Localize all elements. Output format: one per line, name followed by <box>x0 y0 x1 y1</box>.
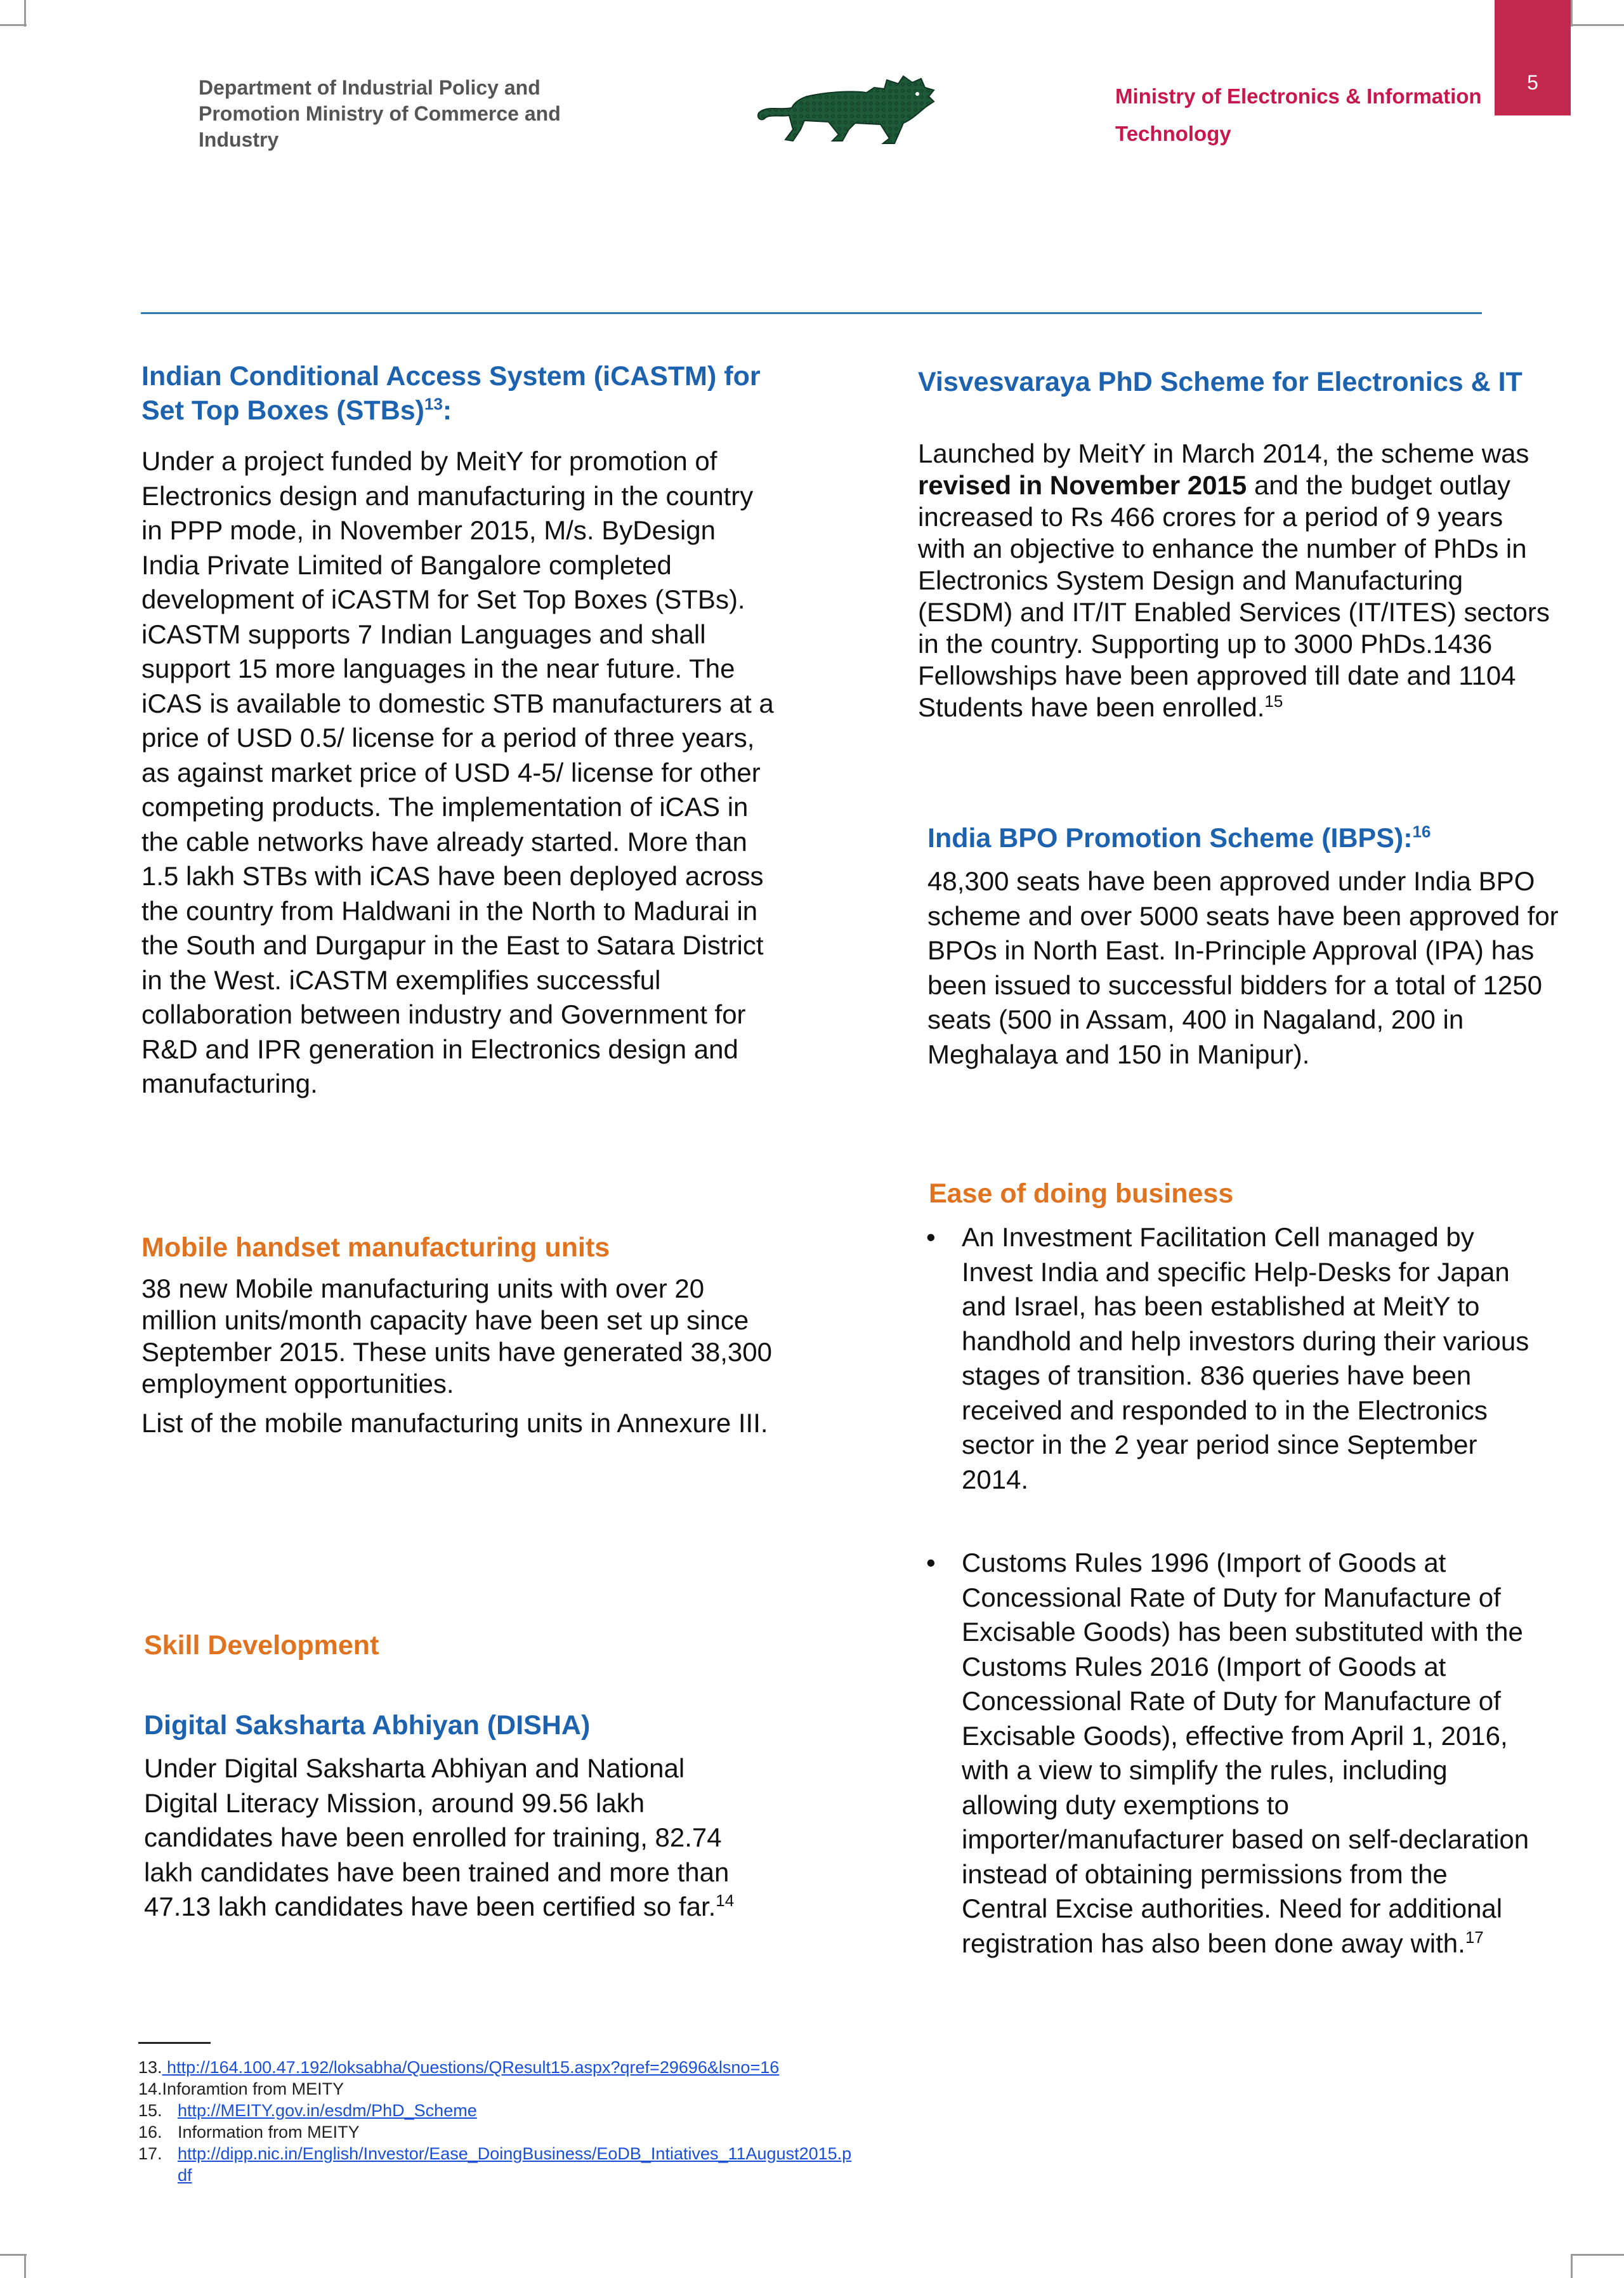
crop-mark <box>1571 0 1573 27</box>
phd-body: Launched by MeitY in March 2014, the scheme was revised in November 2015 and the budget outlay increased to Rs 466 crores for a period of 9 years with an objective to enhance the number of PhDs in Electronics System Design and Manufacturing (ESDM) and IT/IT Enabled Services (IT/ITES) sectors in the country. Supporting up to 3000 PhDs.1436 Fellowships have been approved till date and 1104 Students have been enrolled.$^{15}$ <box>918 438 1550 722</box>
crop-mark <box>1571 2254 1573 2278</box>
footnote-link[interactable]: http://dipp.nic.in/English/Investor/Ease_DoingBusiness/EoDB_Intiatives_11August2015.p <box>178 2144 852 2163</box>
crop-mark <box>24 0 26 27</box>
footnote-17[interactable]: 17. http://dipp.nic.in/English/Investor/Ease_DoingBusiness/EoDB_Intiatives_11August2015.p <box>138 2144 852 2163</box>
footnote-link[interactable]: http://164.100.47.192/loksabha/Questions/QResult15.aspx?qref=29696&lsno=16 <box>162 2058 780 2077</box>
mobile-annexure-note: List of the mobile manufacturing units in Annexure III. <box>141 1408 768 1438</box>
make-in-india-lion-icon <box>754 69 938 151</box>
department-name: Department of Industrial Policy and Promotion Ministry of Commerce and Industry <box>199 76 561 151</box>
ease-heading: Ease of doing business <box>929 1178 1234 1209</box>
footnote-15[interactable]: 15. http://MEITY.gov.in/esdm/PhD_Scheme <box>138 2101 477 2120</box>
icastm-body: Under a project funded by MeitY for promotion of Electronics design and manufacturing in the country in PPP mode, in November 2015, M/s. ByDesign India Private Limited of Bangalore completed development of iCASTM for Set Top Boxes (STBs). iCASTM supports 7 Indian Languages and shall support 15 more languages in the near future. The iCAS is available to domestic STB manufacturers at a price of USD 0.5/ license for a period of three years, as against market price of USD 4-5/ license for other competing products. The implementation of iCAS in the cable networks have already started. More than 1.5 lakh STBs with iCAS have been deployed across the country from Haldwani in the North to Madurai in the South and Durgapur in the East to Satara District in the West. iCASTM exemplifies successful collaboration between industry and Government for R&D and IPR generation in Electronics design and manufacturing. <box>141 446 774 1098</box>
mobile-heading: Mobile handset manufacturing units <box>141 1232 610 1263</box>
phd-heading: Visvesvaraya PhD Scheme for Electronics & IT <box>918 367 1522 397</box>
ease-bullet-customs-rules: Customs Rules 1996 (Import of Goods at Concessional Rate of Duty for Manufacture of Excisable Goods) has been substituted with the Customs Rules 2016 (Import of Goods at Concessional Rate of Duty for Manufacture of Excisable Goods), effective from April 1, 2016, with a view to simplify the rules, including allowing duty exemptions to importer/manufacturer based on self-declaration instead of obtaining permissions from the Central Excise authorities. Need for additional registration has also been done away with.$^{17}$ <box>962 1548 1529 1958</box>
footnote-link[interactable]: http://MEITY.gov.in/esdm/PhD_Scheme <box>178 2101 477 2120</box>
icastm-heading: Indian Conditional Access System (iCASTM) for Set Top Boxes (STBs)$^{13}$: <box>141 361 761 426</box>
skill-heading: Skill Development <box>144 1630 379 1661</box>
crop-mark <box>1571 24 1624 26</box>
footnote-13[interactable]: 13. http://164.100.47.192/loksabha/Questions/QResult15.aspx?qref=29696&lsno=16 <box>138 2058 780 2077</box>
footnote-rule <box>138 2042 211 2044</box>
disha-heading: Digital Saksharta Abhiyan (DISHA) <box>144 1710 591 1741</box>
crop-mark <box>1571 2254 1624 2256</box>
ibps-body: 48,300 seats have been approved under India BPO scheme and over 5000 seats have been approved for BPOs in North East. In-Principle Approval (IPA) has been issued to successful bidders for a total of 1250 seats (500 in Assam, 400 in Nagaland, 200 in Meghalaya and 150 in Manipur). <box>927 866 1559 1069</box>
header-rule <box>141 312 1482 314</box>
bullet-marker: • <box>926 1548 936 1577</box>
mobile-body: 38 new Mobile manufacturing units with over 20 million units/month capacity have been set up since September 2015. These units have generated 38,300 employment opportunities. <box>141 1274 772 1399</box>
footnote-16: 16. Information from MEITY <box>138 2123 360 2142</box>
bullet-marker: • <box>926 1222 936 1252</box>
ibps-heading: India BPO Promotion Scheme (IBPS):$^{16}$ <box>927 822 1431 853</box>
ministry-name: Ministry of Electronics & Information Technology <box>1115 84 1482 145</box>
crop-mark <box>24 2254 26 2278</box>
ease-bullet-investment-cell: An Investment Facilitation Cell managed by Invest India and specific Help-Desks for Japan and Israel, has been established at MeitY to handhold and help investors during their various stages of transition. 836 queries have been received and responded to in the Electronics sector in the 2 year period since September 2014. <box>962 1222 1529 1494</box>
disha-body: Under Digital Saksharta Abhiyan and National Digital Literacy Mission, around 99.56 lakh candidates have been enrolled for training, 82.74 lakh candidates have been trained and more than 47.13 lakh candidates have been certified so far.$^{14}$ <box>144 1753 735 1921</box>
crop-mark <box>0 24 27 26</box>
footnote-17-continuation[interactable] <box>178 2164 192 2186</box>
crop-mark <box>0 2254 27 2256</box>
footnote-14: 14.Inforamtion from MEITY <box>138 2079 344 2098</box>
page-number-tab <box>1495 0 1571 115</box>
footnote-link[interactable]: df <box>178 2166 192 2185</box>
page-number: 5 <box>1527 71 1538 94</box>
